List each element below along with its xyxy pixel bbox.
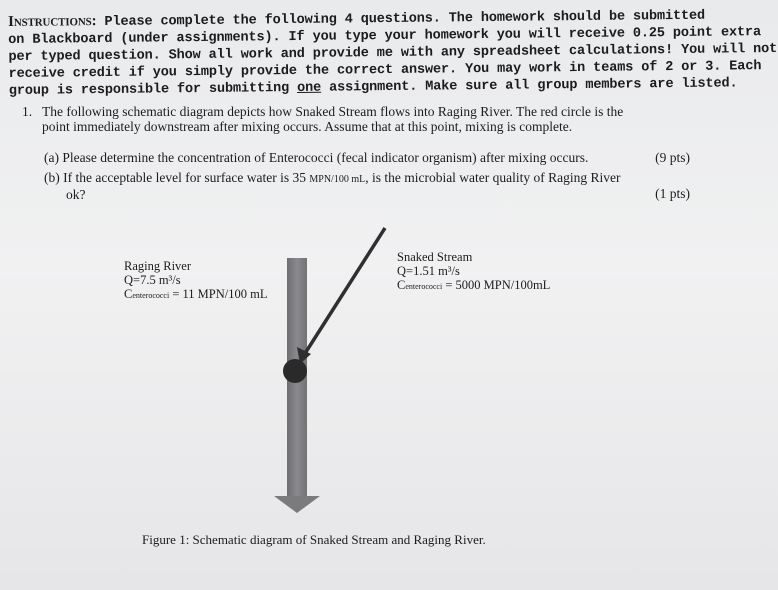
instructions-block <box>8 7 778 100</box>
question-1b-line-1 <box>44 170 694 187</box>
question-1b-text-post: , is the microbial water quality of Raging River <box>365 170 621 185</box>
question-1-line-2: point immediately downstream after mixing occurs. Assume that at this point, mixing is complete. <box>42 119 573 134</box>
raging-conc-subscript: enterococci <box>132 291 170 300</box>
river-flow-arrowhead <box>274 496 320 513</box>
instructions-text-5a: group is responsible for submitting <box>8 80 298 99</box>
snaked-stream-concentration <box>397 278 550 294</box>
question-1-body <box>42 104 692 134</box>
question-1b <box>44 170 694 202</box>
raging-river-label <box>124 259 267 303</box>
question-1b-unit: MPN/100 mL <box>309 174 366 185</box>
mixing-point <box>283 359 307 383</box>
question-1b-points: (1 pts) <box>655 186 690 201</box>
question-1a-text: (a) Please determine the concentration of Enterococci (fecal indicator organism) after mixing occurs. <box>44 150 589 165</box>
question-1-line-1: The following schematic diagram depicts how Snaked Stream flows into Raging River. The red circle is the <box>42 104 624 119</box>
snaked-conc-symbol: C <box>397 278 406 292</box>
question-1a-points: (9 pts) <box>655 150 690 165</box>
instructions-underlined-one: one <box>296 80 322 96</box>
snaked-conc-value: = 5000 MPN/100mL <box>445 278 551 292</box>
snaked-conc-subscript: enterococci <box>405 282 443 291</box>
snaked-stream-name: Snaked Stream <box>397 250 473 264</box>
snaked-stream-arrowhead <box>297 347 311 364</box>
snaked-stream-line <box>304 228 385 355</box>
raging-conc-value: = 11 MPN/100 mL <box>172 287 268 301</box>
question-1a <box>44 150 694 165</box>
raging-river-name: Raging River <box>124 259 192 273</box>
snaked-stream-label <box>397 250 550 294</box>
figure-caption: Figure 1: Schematic diagram of Snaked Stream and Raging River. <box>142 532 486 547</box>
question-1b-text-pre: (b) If the acceptable level for surface water is 35 <box>44 170 310 185</box>
instructions-line-2: on Blackboard (under assignments). If you type your homework you will receive 0.25 point extra <box>8 25 762 48</box>
question-1b-line-2: ok? <box>66 187 86 202</box>
raging-conc-symbol: C <box>124 287 133 301</box>
raging-river-concentration <box>124 287 267 303</box>
instructions-line-4: receive credit if you simply provide the correct answer. You may work in teams of 2 or 3. Each <box>8 59 762 82</box>
instructions-line-3: per typed question. Show all work and provide me with any spreadsheet calculations! You will not <box>8 41 778 65</box>
instructions-text-1: Please complete the following 4 questions. The homework should be submitted <box>104 8 706 30</box>
instructions-text-5b: assignment. Make sure all group members are listed. <box>321 76 738 96</box>
snaked-stream-flow: Q=1.51 m³/s <box>397 264 460 278</box>
raging-river-channel <box>287 258 307 498</box>
question-number: 1. <box>22 104 33 119</box>
instructions-heading: Instructions: <box>8 13 97 30</box>
raging-river-flow: Q=7.5 m³/s <box>124 273 181 287</box>
